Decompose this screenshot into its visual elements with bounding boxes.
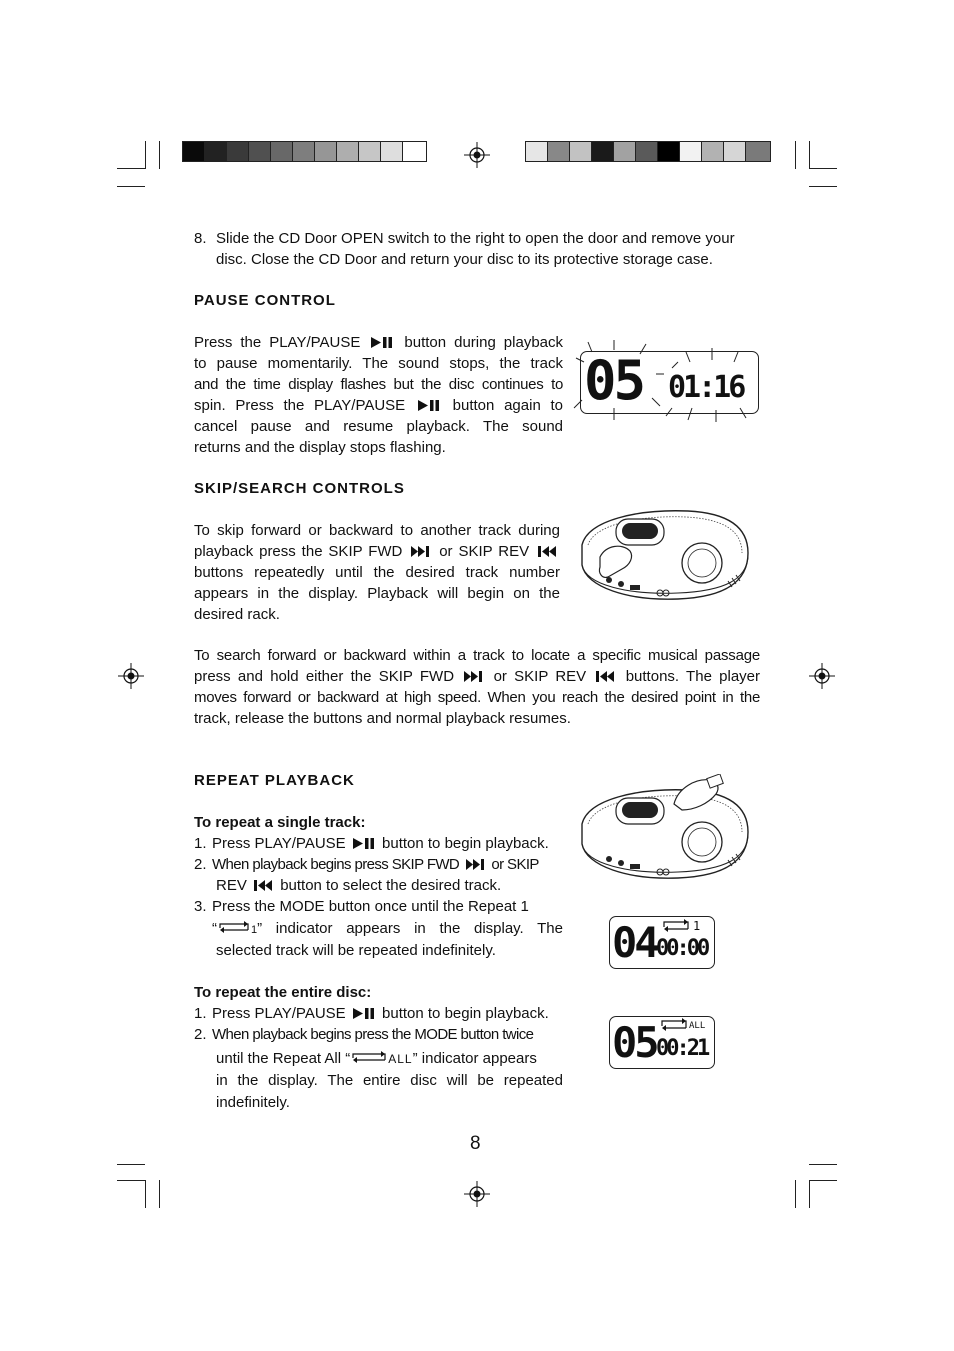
skip-reverse-icon [538,546,557,557]
repeat-single-title: To repeat a single track: [194,814,366,831]
crop-mark [117,1180,145,1181]
search-line-1: To search forward or backward within a track to locate a specific musical passage [194,647,760,664]
crop-mark [795,141,796,169]
repeat-one-mode: 1 [693,919,701,933]
step-8-line-1: Slide the CD Door OPEN switch to the right to open the door and remove your [216,230,735,247]
crop-mark [117,1164,145,1165]
pause-line-6: returns and the display stops flashing. [194,439,446,456]
skip-forward-icon [464,671,483,682]
repeat-icon [351,1051,387,1064]
repeat-heading: REPEAT PLAYBACK [194,772,355,789]
text: button to begin playback. [382,835,549,852]
crop-mark [145,1180,146,1208]
single-step-3-end: selected track will be repeated indefinitely. [216,942,496,959]
text: Press PLAY/PAUSE [212,835,346,852]
text: or SKIP [491,856,539,873]
text: or SKIP REV [493,668,587,685]
skip-line-1: To skip forward or backward to another track during [194,522,560,539]
single-step-3: Press the MODE button once until the Repeat 1 [212,898,529,915]
registration-mark-icon [464,142,490,168]
single-step-3-cont [212,918,563,941]
text: or SKIP REV [439,543,530,560]
disc-step-2-line-3: in the display. The entire disc will be repeated [216,1072,563,1089]
crop-mark [795,1180,796,1208]
cd-player-skip-illustration [578,505,753,605]
single-step-2-number: 2. [194,856,207,873]
disc-step-2-end: indefinitely. [216,1094,290,1111]
repeat-icon [660,1018,688,1033]
pause-line-5: cancel pause and resume playback. The sound [194,418,563,435]
pause-line-3: and the time display flashes but the disc continues to [194,376,563,393]
pause-line-1 [194,332,563,353]
crop-mark [809,168,837,169]
search-line-4: track, release the buttons and normal playback resumes. [194,710,571,727]
step-8-line-2: disc. Close the CD Door and return your disc to its protective storage case. [216,251,713,268]
skip-reverse-icon [254,880,273,891]
text: When playback begins press SKIP FWD [212,856,460,873]
crop-mark [159,1180,160,1208]
play-pause-icon [418,400,440,411]
registration-mark-icon [464,1181,490,1207]
pause-line-2: to pause momentarily. The sound stops, the track [194,355,563,372]
disc-step-1-number: 1. [194,1005,207,1022]
play-pause-icon [353,838,375,849]
crop-mark [809,141,810,169]
skip-heading: SKIP/SEARCH CONTROLS [194,480,405,497]
play-pause-icon [371,337,393,348]
single-step-1 [212,833,549,854]
pause-heading: PAUSE CONTROL [194,292,336,309]
skip-reverse-icon [596,671,615,682]
text: ” indicator appears [412,1050,537,1067]
repeat-disc-title: To repeat the entire disc: [194,984,372,1001]
repeat-all-track: 05 [612,1018,657,1067]
single-step-2 [212,854,539,875]
page-number: 8 [470,1133,481,1154]
text: button to select the desired track. [280,877,502,894]
text: ALL [388,1052,413,1066]
single-step-1-number: 1. [194,835,207,852]
text: ” indicator appears in the display. The [257,920,563,937]
pause-line-4 [194,395,563,416]
text: until the Repeat All “ [216,1050,351,1067]
skip-forward-icon [411,546,430,557]
crop-mark [809,1180,837,1181]
disc-step-1 [212,1003,549,1024]
repeat-one-time: 00:00 [656,936,708,961]
search-line-2 [194,666,760,687]
repeat-one-track: 04 [612,918,657,967]
step-8-number: 8. [194,230,207,247]
search-line-3: moves forward or backward at high speed. When you reach the desired point in the [194,689,760,706]
crop-mark [809,186,837,187]
text: REV [216,877,247,894]
crop-mark [117,186,145,187]
crop-mark [145,141,146,169]
skip-line-4: appears in the display. Playback will begin on the [194,585,560,602]
skip-forward-icon [466,859,485,870]
play-pause-icon [353,1008,375,1019]
text: spin. Press the PLAY/PAUSE [194,397,406,414]
crop-mark [117,168,145,169]
crop-mark [809,1180,810,1208]
text: Press PLAY/PAUSE [212,1005,346,1022]
repeat-all-time: 00:21 [656,1036,708,1061]
text: button to begin playback. [382,1005,549,1022]
crop-mark [159,141,160,169]
disc-step-2: When playback begins press the MODE button twice [212,1026,534,1043]
text: press and hold either the SKIP FWD [194,668,455,685]
repeat-icon [218,921,250,934]
text: button during playback [404,334,564,351]
skip-line-2 [194,541,560,562]
text: “ [212,920,217,937]
crop-mark [809,1164,837,1165]
text: Press the PLAY/PAUSE [194,334,361,351]
disc-step-2-cont [216,1048,537,1070]
single-step-3-number: 3. [194,898,207,915]
text: 1 [251,924,258,936]
pause-display-time: 01:16 [668,370,744,405]
pause-display-track: 05 [584,349,644,412]
text: buttons. The player [625,668,761,685]
disc-step-2-number: 2. [194,1026,207,1043]
registration-mark-icon [118,663,144,689]
registration-mark-icon [809,663,835,689]
skip-line-5: desired rack. [194,606,280,623]
text: button again to [452,397,564,414]
single-step-2-cont [216,875,501,896]
text: playback press the SKIP FWD [194,543,403,560]
repeat-all-mode: ALL [689,1021,706,1031]
repeat-icon [662,919,690,934]
skip-line-3: buttons repeatedly until the desired track number [194,564,560,581]
cd-player-mode-illustration [578,774,753,884]
